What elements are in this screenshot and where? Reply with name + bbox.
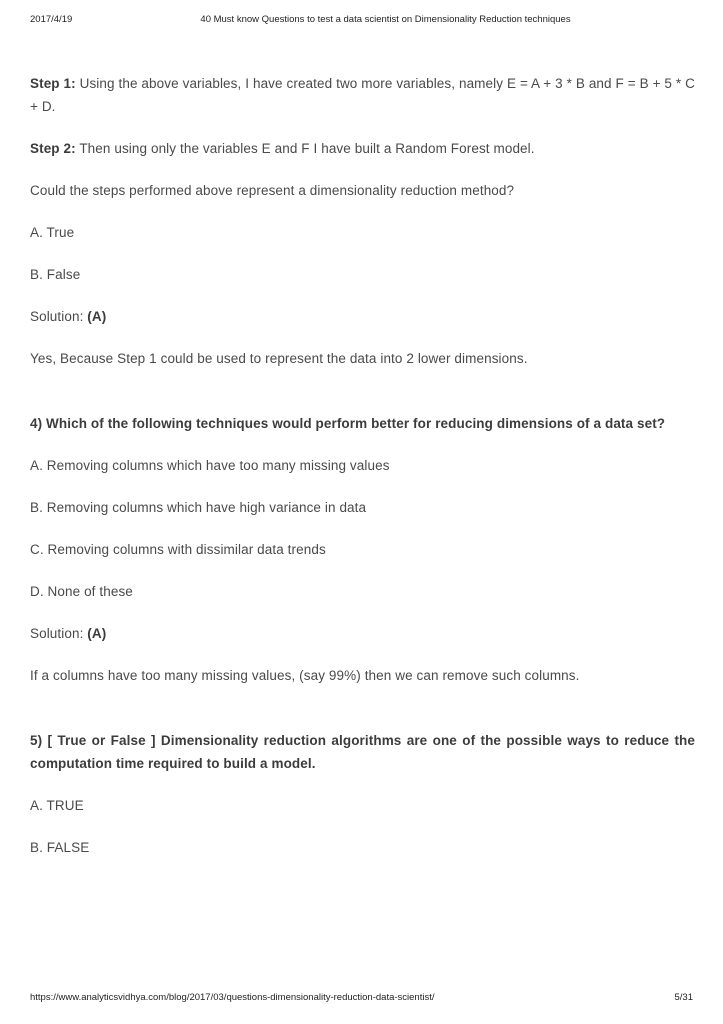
q3-solution-label: Solution: [30,309,88,324]
q3-option-b: B. False [30,267,81,282]
q5-heading: 5) [ True or False ] Dimensionality reduction algorithms are one of the possible ways to reduce the computation time required to build a model. [30,733,695,771]
header-document-title: 40 Must know Questions to test a data scientist on Dimensionality Reduction techniques [200,14,571,25]
q4-option-d: D. None of these [30,584,133,599]
q4-explanation: If a columns have too many missing values, (say 99%) then we can remove such columns. [30,668,580,683]
step2-label: Step 2: [30,141,76,156]
q3-question: Could the steps performed above represent a dimensionality reduction method? [30,183,515,198]
step2-paragraph [30,137,695,160]
q3-option-a: A. True [30,225,75,240]
q3-solution-answer: (A) [87,309,107,324]
q4-solution [30,622,695,645]
header-date: 2017/4/19 [30,14,73,25]
step1-text: Using the above variables, I have created two more variables, namely E = A + 3 * B and F = B + 5 * C + D. [30,76,695,114]
page-number: 5/31 [674,992,693,1003]
q3-explanation: Yes, Because Step 1 could be used to represent the data into 2 lower dimensions. [30,351,528,366]
q4-heading: 4) Which of the following techniques would perform better for reducing dimensions of a data set? [30,416,666,431]
step1-paragraph [30,72,695,118]
q4-option-b: B. Removing columns which have high variance in data [30,500,367,515]
article-content [30,72,695,878]
q3-solution [30,305,695,328]
print-footer [30,992,693,1004]
q4-solution-label: Solution: [30,626,88,641]
q4-solution-answer: (A) [87,626,107,641]
q4-option-a: A. Removing columns which have too many missing values [30,458,390,473]
q4-option-c: C. Removing columns with dissimilar data trends [30,542,326,557]
step2-text: Then using only the variables E and F I have built a Random Forest model. [75,141,535,156]
step1-label: Step 1: [30,76,76,91]
q5-option-a: A. TRUE [30,798,84,813]
footer-url: https://www.analyticsvidhya.com/blog/2017/03/questions-dimensionality-reduction-data-scientist/ [30,992,435,1003]
print-header [30,14,693,28]
q5-option-b: B. FALSE [30,840,90,855]
